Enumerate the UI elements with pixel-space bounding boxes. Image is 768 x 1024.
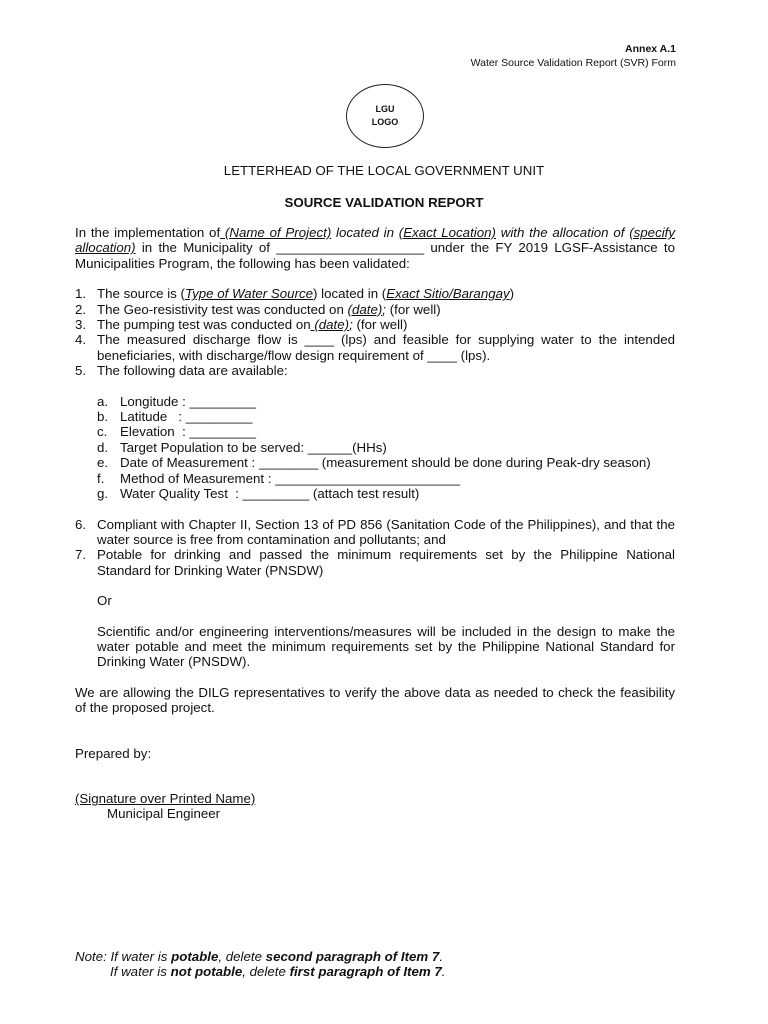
intro-text-2: located in xyxy=(331,225,399,240)
item-number: 3. xyxy=(75,317,87,333)
item-3 xyxy=(75,317,675,332)
sub-item-text: Water Quality Test : _________ (attach test result) xyxy=(120,486,420,502)
item-2 xyxy=(75,302,675,317)
item-number: 4. xyxy=(75,332,87,348)
note-text: , delete xyxy=(218,949,266,964)
signature-line: (Signature over Printed Name) xyxy=(75,790,256,806)
sub-item-letter: c. xyxy=(97,424,108,440)
allowing-paragraph: We are allowing the DILG representatives to verify the above data as needed to check the feasibility of the proposed project. xyxy=(75,684,675,716)
sub-item-letter: b. xyxy=(97,409,109,425)
sub-item-letter: g. xyxy=(97,486,109,502)
item-3-text-2: ; xyxy=(349,317,353,333)
sub-item-letter: a. xyxy=(97,393,109,409)
item-1 xyxy=(75,286,675,301)
sub-item-letter: d. xyxy=(97,439,109,455)
note-text: If water is xyxy=(110,964,171,980)
item-5-text: The following data are available: xyxy=(97,363,288,379)
footnote-line-2 xyxy=(75,964,445,979)
sub-item-g xyxy=(75,486,675,501)
intro-project: (Name of Project) xyxy=(220,225,332,240)
intro-text-1: In the implementation of xyxy=(75,225,221,240)
item-1-text-2: ) located in ( xyxy=(313,286,387,302)
sub-item-letter: f. xyxy=(97,470,105,486)
sub-item-c xyxy=(75,424,675,439)
intro-paragraph xyxy=(75,225,675,271)
note-emphasis: not potable xyxy=(170,964,243,980)
footnote-line-1 xyxy=(75,949,445,964)
sub-item-e xyxy=(75,455,675,470)
item-1-text-3: ) xyxy=(509,286,515,302)
item-4 xyxy=(75,332,675,363)
sub-item-text: Date of Measurement : ________ (measurement should be done during Peak-dry season) xyxy=(120,455,651,471)
prepared-by-label: Prepared by: xyxy=(75,745,152,761)
logo-line-1: LGU xyxy=(375,104,395,114)
annex-header xyxy=(471,42,676,70)
sub-item-d xyxy=(75,440,675,455)
item-4-text: The measured discharge flow is ____ (lps) and feasible for supplying water to the intended beneficiaries, with discharge/flow design requirement of ____ (lps). xyxy=(97,332,675,363)
sub-item-text: Latitude : _________ xyxy=(120,409,253,425)
sub-item-letter: e. xyxy=(97,455,109,471)
note-text: Note: If water is xyxy=(75,949,172,964)
item-3-text-1: The pumping test was conducted on xyxy=(97,317,311,333)
item-6-text: Compliant with Chapter II, Section 13 of PD 856 (Sanitation Code of the Philippines), and that the water source is free from contamination and pollutants; and xyxy=(97,516,675,547)
form-name: Water Source Validation Report (SVR) Form xyxy=(470,57,676,69)
item-2-text-3: (for well) xyxy=(386,301,441,317)
report-title: SOURCE VALIDATION REPORT xyxy=(284,195,484,210)
sub-item-text: Method of Measurement : _________________________ xyxy=(120,470,461,486)
item-number: 2. xyxy=(75,301,87,317)
item-3-text-3: (for well) xyxy=(352,317,408,333)
sub-item-f xyxy=(75,471,675,486)
sub-item-a xyxy=(75,394,675,409)
item-1-text-1: The source is ( xyxy=(97,286,185,302)
item-number: 5. xyxy=(75,363,87,379)
sub-item-text: Longitude : _________ xyxy=(120,393,257,409)
or-text: Or xyxy=(97,593,112,609)
note-text: . xyxy=(439,949,444,964)
sub-item-text: Elevation : _________ xyxy=(120,424,257,440)
footnote xyxy=(75,949,445,980)
note-text: . xyxy=(441,964,446,980)
note-emphasis: second paragraph of Item 7 xyxy=(265,949,440,964)
item-5 xyxy=(75,363,675,378)
logo-line-2: LOGO xyxy=(371,117,399,127)
lgu-logo-placeholder xyxy=(346,84,424,148)
intro-text-4: in the Municipality of ____________________ under the FY 2019 LGSF-Assistance to Municipalities Program, the following has been validated: xyxy=(75,240,675,271)
intro-allocation: (specify allocation) xyxy=(75,225,676,256)
sub-item-b xyxy=(75,409,675,424)
item-1-sitio: Exact Sitio/Barangay xyxy=(386,286,510,302)
note-emphasis: potable xyxy=(171,949,219,964)
alternative-paragraph: Scientific and/or engineering interventions/measures will be included in the design to make the water potable and meet the minimum requirements set by the Philippine National Standard for Drinking Water (PNSDW). xyxy=(97,623,675,670)
item-2-text-2: ; xyxy=(382,301,386,317)
item-number: 1. xyxy=(75,286,87,302)
note-emphasis: first paragraph of Item 7 xyxy=(289,964,442,980)
item-number: 7. xyxy=(75,547,87,563)
item-number: 6. xyxy=(75,516,87,532)
letterhead: LETTERHEAD OF THE LOCAL GOVERNMENT UNIT xyxy=(223,163,545,178)
intro-location: (Exact Location) xyxy=(398,225,496,240)
signatory-title: Municipal Engineer xyxy=(107,806,221,822)
item-7 xyxy=(75,547,675,578)
intro-text-3: with the allocation of xyxy=(495,225,630,240)
item-7-text: Potable for drinking and passed the minimum requirements set by the Philippine National Standard for Drinking Water (PNSDW) xyxy=(97,547,675,578)
item-6 xyxy=(75,517,675,548)
item-2-date: (date) xyxy=(347,301,383,317)
item-1-source: Type of Water Source xyxy=(184,286,314,302)
item-2-text-1: The Geo-resistivity test was conducted on xyxy=(97,301,348,317)
report-body xyxy=(75,225,675,822)
item-3-date: (date) xyxy=(310,317,350,333)
note-text: , delete xyxy=(242,964,290,980)
sub-item-text: Target Population to be served: ______(HHs) xyxy=(120,439,387,455)
annex-label: Annex A.1 xyxy=(625,43,676,55)
